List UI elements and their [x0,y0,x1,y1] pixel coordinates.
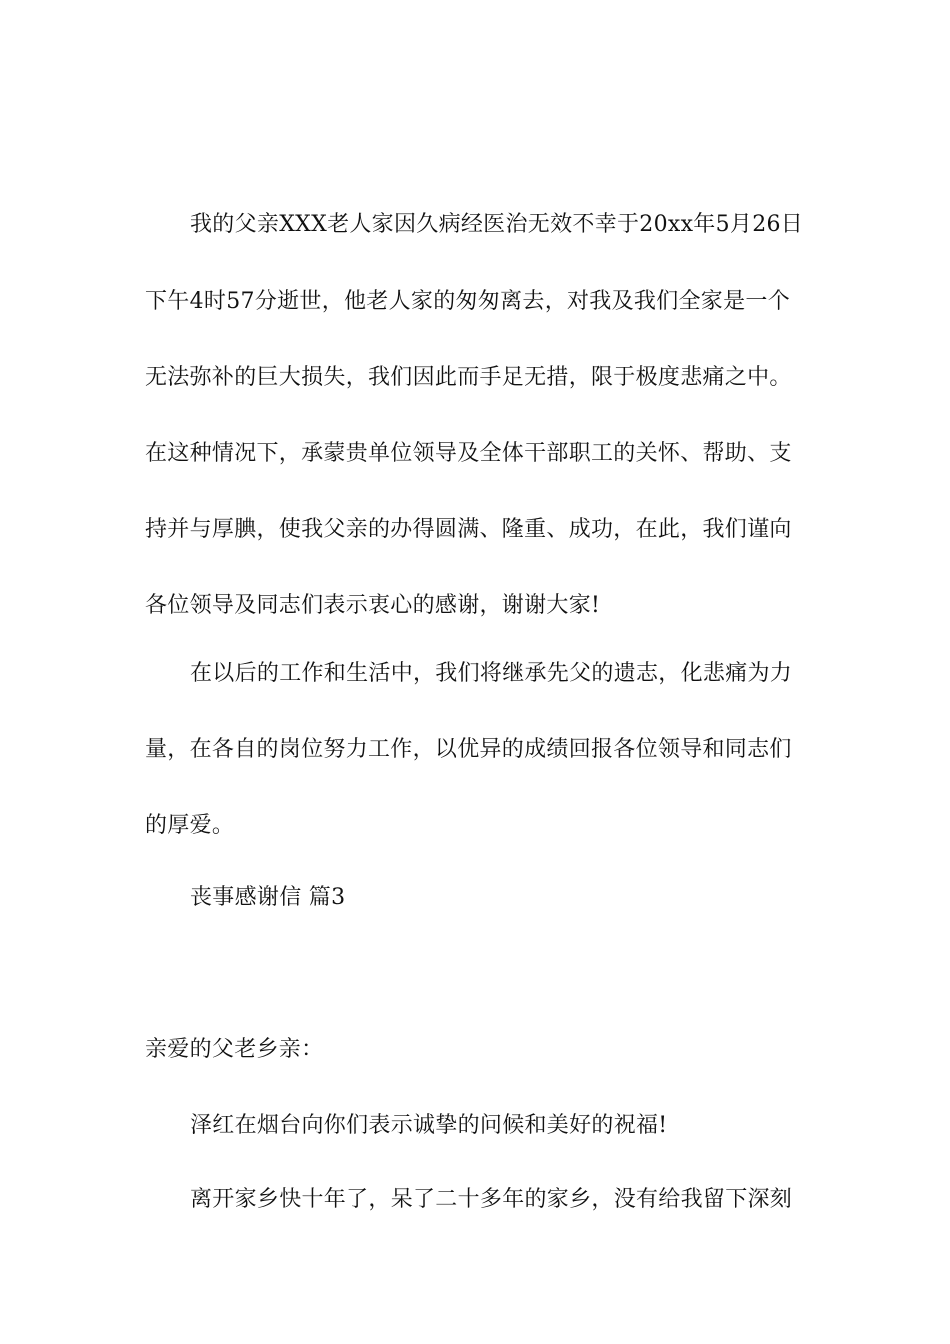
paragraph-1-line-5: 持并与厚腆，使我父亲的办得圆满、隆重、成功，在此，我们谨向 [145,517,792,542]
paragraph-1-line-4: 在这种情况下，承蒙贵单位领导及全体干部职工的关怀、帮助、支 [145,441,792,466]
paragraph-1-line-6: 各位领导及同志们表示衷心的感谢，谢谢大家! [145,593,601,618]
salutation: 亲爱的父老乡亲： [145,1037,324,1062]
section-heading: 丧事感谢信 篇3 [190,885,346,910]
paragraph-4-line-1: 离开家乡快十年了，呆了二十多年的家乡，没有给我留下深刻 [190,1187,793,1212]
paragraph-2-line-3: 的厚爱。 [145,813,235,838]
paragraph-1-line-3: 无法弥补的巨大损失，我们因此而手足无措，限于极度悲痛之中。 [145,365,792,390]
paragraph-1-line-2: 下午4时57分逝世，他老人家的匆匆离去，对我及我们全家是一个 [145,289,790,314]
paragraph-2-line-2: 量，在各自的岗位努力工作，以优异的成绩回报各位领导和同志们 [145,737,792,762]
paragraph-2-line-1: 在以后的工作和生活中，我们将继承先父的遗志，化悲痛为力 [190,661,793,686]
paragraph-1-line-1: 我的父亲XXX老人家因久病经医治无效不幸于20xx年5月26日 [190,212,804,237]
paragraph-3-line-1: 泽红在烟台向你们表示诚挚的问候和美好的祝福! [190,1113,668,1138]
